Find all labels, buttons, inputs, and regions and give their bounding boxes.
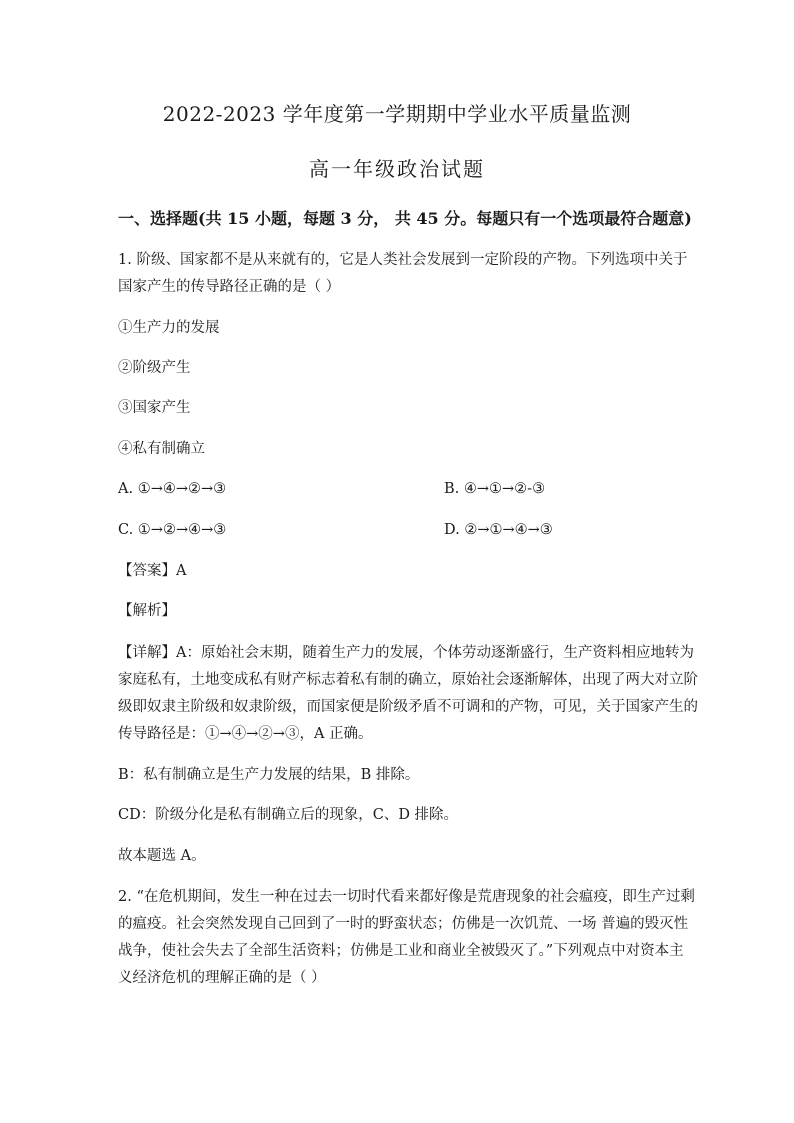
q1-detail-line-1: 【详解】A：原始社会末期，随着生产力的发展，个体劳动逐渐盛行，生产资料相应地转为 xyxy=(118,645,694,661)
q1-item-1: ①生产力的发展 xyxy=(118,320,220,336)
q1-item-2: ②阶级产生 xyxy=(118,360,191,376)
q1-b-explanation: B：私有制确立是生产力发展的结果，B 排除。 xyxy=(118,767,420,783)
q1-item-3: ③国家产生 xyxy=(118,400,191,416)
q1-conclusion: 故本题选 A。 xyxy=(118,848,206,864)
exam-title: 2022-2023 学年度第一学期期中学业水平质量监测 xyxy=(162,102,632,126)
answer-label: 【答案】 xyxy=(118,563,176,579)
answer-value: A xyxy=(176,563,187,579)
q1-item-4: ④私有制确立 xyxy=(118,441,205,457)
q2-stem-line-2: 的瘟疫。社会突然发现自己回到了一时的野蛮状态；仿佛是一次饥荒、一场 普遍的毁灭性 xyxy=(118,916,689,932)
q1-detail-line-4: 传导路径是：①→④→②→③，A 正确。 xyxy=(118,726,373,742)
q1-option-b: B. ④→①→②-③ xyxy=(444,481,546,497)
q1-analysis-label: 【解析】 xyxy=(118,603,176,619)
exam-subtitle: 高一年级政治试题 xyxy=(309,157,485,181)
q1-option-c: C. ①→②→④→③ xyxy=(118,522,227,538)
q1-stem-line-2: 国家产生的传导路径正确的是（ ） xyxy=(118,279,341,295)
q1-option-a: A. ①→④→②→③ xyxy=(118,481,227,497)
q2-stem-line-3: 战争，使社会失去了全部生活资料；仿佛是工业和商业全被毁灭了。”下列观点中对资本主 xyxy=(118,943,684,959)
q2-stem-line-1: 2. “在危机期间，发生一种在过去一切时代看来都好像是荒唐现象的社会瘟疫，即生产过剩 xyxy=(118,889,695,905)
q1-detail-line-3: 级即奴隶主阶级和奴隶阶级，而国家便是阶级矛盾不可调和的产物，可见，关于国家产生的 xyxy=(118,699,698,715)
section-heading: 一、选择题(共 15 小题，每题 3 分， 共 45 分。每题只有一个选项最符合题意) xyxy=(118,209,692,228)
q1-cd-explanation: CD：阶级分化是私有制确立后的现象，C、D 排除。 xyxy=(118,807,459,823)
q1-answer xyxy=(118,561,186,581)
q1-option-d: D. ②→①→④→③ xyxy=(444,522,553,538)
q1-detail-line-2: 家庭私有，土地变成私有财产标志着私有制的确立，原始社会逐渐解体，出现了两大对立阶 xyxy=(118,672,698,688)
q2-stem-line-4: 义经济危机的理解正确的是（ ） xyxy=(118,970,326,986)
q1-stem-line-1: 1. 阶级、国家都不是从来就有的，它是人类社会发展到一定阶段的产物。下列选项中关于 xyxy=(118,252,688,268)
